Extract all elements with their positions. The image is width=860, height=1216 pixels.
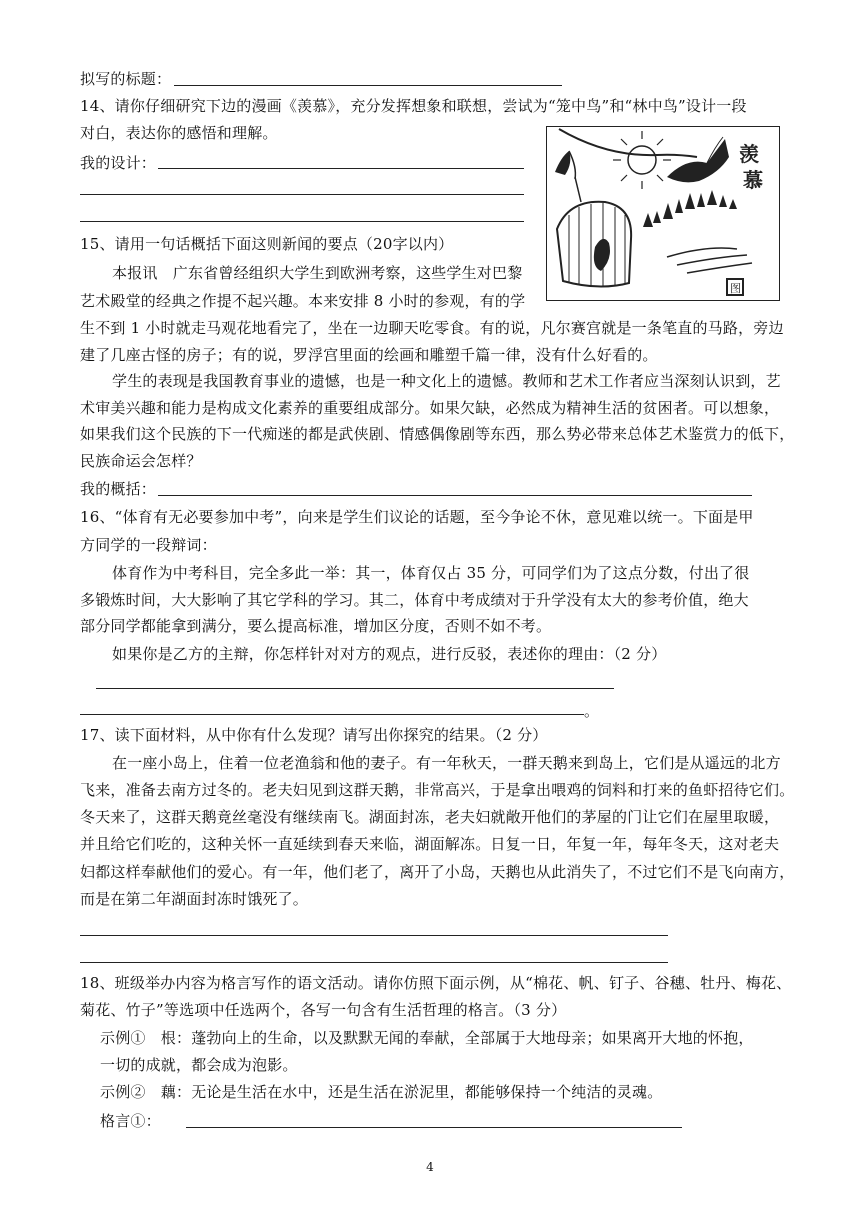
q15-text-9: 民族命运会怎样？ xyxy=(80,452,202,470)
q15-summary-label: 我的概括： xyxy=(80,480,157,498)
sun-drawing xyxy=(613,131,671,189)
q18-example-1-cont: 一切的成就，都会成为泡影。 xyxy=(100,1056,298,1074)
title-char-2: 慕 xyxy=(743,168,763,192)
q18-answer-line[interactable] xyxy=(186,1127,682,1128)
q16-text-5: 部分同学都能拿到满分，要么提高标准，增加区分度，否则不如不考。 xyxy=(80,617,552,635)
q17-text-4: 冬天来了，这群天鹅竟丝毫没有继续南飞。湖面封冻，老夫妇就敞开他们的茅屋的门让它们在屋里取暖， xyxy=(80,808,780,826)
flying-bird-drawing xyxy=(667,137,729,182)
q15-text-7: 术审美兴趣和能力是构成文化素养的重要组成部分。如果欠缺，必然成为精神生活的贫困者。可以想象， xyxy=(80,399,780,417)
q15-text-5: 建了几座古怪的房子；有的说，罗浮宫里面的绘画和雕塑千篇一律，没有什么好看的。 xyxy=(80,346,658,364)
q14-text-1: 14、请你仔细研究下边的漫画《羡慕》，充分发挥想象和联想，尝试为“笼中鸟”和“林中鸟”设计一段 xyxy=(80,97,747,115)
q14-answer-line-3[interactable] xyxy=(80,221,524,222)
q16-answer-line-2[interactable] xyxy=(80,714,584,715)
q18-text-2: 菊花、竹子”等选项中任选两个，各写一句含有生活哲理的格言。（3 分） xyxy=(80,1001,567,1019)
q14-text-2: 对白，表达你的感悟和理解。 xyxy=(80,124,278,142)
title-char-1: 羡 xyxy=(739,142,759,166)
q15-text-4: 生不到 1 小时就走马观花地看完了，坐在一边聊天吃零食。有的说，凡尔赛宫就是一条笔直的马路，旁边 xyxy=(80,319,784,337)
q15-text-2: 本报讯 广东省曾经组织大学生到欧洲考察，这些学生对巴黎 xyxy=(112,264,523,282)
q18-example-1: 示例① 根：蓬勃向上的生命，以及默默无闻的奉献，全部属于大地母亲；如果离开大地的怀抱， xyxy=(100,1029,754,1047)
title-answer-line[interactable] xyxy=(174,85,562,86)
q14-answer-line-2[interactable] xyxy=(80,194,524,195)
q18-example-2: 示例② 藕：无论是生活在水中，还是生活在淤泥里，都能够保持一个纯洁的灵魂。 xyxy=(100,1083,663,1101)
q16-period: 。 xyxy=(584,702,600,720)
envy-cartoon xyxy=(546,126,780,301)
title-prompt: 拟写的标题： xyxy=(80,70,172,88)
q17-text-2: 在一座小岛上，住着一位老渔翁和他的妻子。有一年秋天，一群天鹅来到岛上，它们是从遥远的北方 xyxy=(112,754,781,772)
q15-text-1: 15、请用一句话概括下面这则新闻的要点（20字以内） xyxy=(80,235,454,253)
q15-text-6: 学生的表现是我国教育事业的遗憾，也是一种文化上的遗憾。教师和艺术工作者应当深刻认识到，艺 xyxy=(112,372,781,390)
q15-answer-line[interactable] xyxy=(158,495,752,496)
q18-text-1: 18、班级举办内容为格言写作的语文活动。请你仿照下面示例，从“棉花、帆、钉子、谷穗、牡丹、梅花、 xyxy=(80,974,792,992)
q14-design-label: 我的设计： xyxy=(80,154,157,172)
q16-text-1: 16、“体育有无必要参加中考”，向来是学生们议论的话题，至今争论不休，意见难以统一。下面是甲 xyxy=(80,508,754,526)
q17-text-1: 17、读下面材料，从中你有什么发现？请写出你探究的结果。（2 分） xyxy=(80,726,548,744)
q16-text-3: 体育作为中考科目，完全多此一举：其一，体育仅占 35 分，可同学们为了这点分数，付出了很 xyxy=(112,564,750,582)
q16-text-6: 如果你是乙方的主辩，你怎样针对对方的观点，进行反驳，表述你的理由：（2 分） xyxy=(112,645,667,663)
q18-motto-label: 格言①： xyxy=(100,1112,161,1130)
q15-text-8: 如果我们这个民族的下一代痴迷的都是武侠剧、情感偶像剧等东西，那么势必带来总体艺术鉴赏力的低下， xyxy=(80,425,795,443)
q17-answer-line-2[interactable] xyxy=(80,962,668,963)
q17-text-6: 妇都这样奉献他们的爱心。有一年，他们老了，离开了小岛，天鹅也从此消失了，不过它们不是飞向南方， xyxy=(80,863,795,881)
q17-text-7: 而是在第二年湖面封冻时饿死了。 xyxy=(80,890,309,908)
birdcage-drawing xyxy=(557,202,631,287)
q15-text-3: 艺术殿堂的经典之作提不起兴趣。本来安排 8 小时的参观，有的学 xyxy=(80,292,526,310)
q17-answer-line-1[interactable] xyxy=(80,935,668,936)
q14-answer-line-1[interactable] xyxy=(158,168,524,169)
q16-text-2: 方同学的一段辩词： xyxy=(80,536,217,554)
seal-char: 图 xyxy=(730,282,741,295)
q16-answer-line-1[interactable] xyxy=(96,688,614,689)
q16-text-4: 多锻炼时间，大大影响了其它学科的学习。其二，体育中考成绩对于升学没有太大的参考价值，绝大 xyxy=(80,591,749,609)
q17-text-5: 并且给它们吃的，这种关怀一直延续到春天来临，湖面解冻。日复一日，年复一年，每年冬天，这对老夫 xyxy=(80,835,780,853)
q17-text-3: 飞来，准备去南方过冬的。老夫妇见到这群天鹅，非常高兴，于是拿出喂鸡的饲料和打来的鱼虾招待它们。 xyxy=(80,781,795,799)
forest-drawing xyxy=(643,190,737,227)
title-text xyxy=(739,142,763,192)
page-number: 4 xyxy=(426,1160,434,1174)
